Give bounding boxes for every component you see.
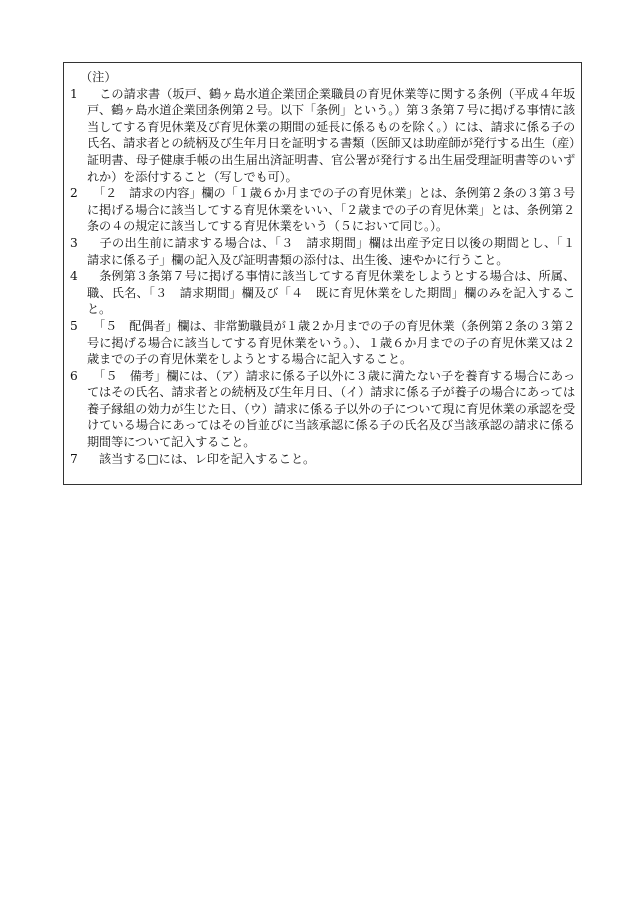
note-item-6 <box>70 368 575 451</box>
note-text: 該当する□には、レ印を記入すること。 <box>87 451 316 466</box>
note-item-2 <box>70 185 575 235</box>
note-number: 3 <box>70 235 78 250</box>
note-item-1 <box>70 86 575 186</box>
note-item-7 <box>70 451 575 468</box>
note-text: 「２ 請求の内容」欄の「１歳６か月までの子の育児休業」とは、条例第２条の３第３号に掲げる場合に該当してする育児休業をいい、「２歳までの子の育児休業」とは、条例第２条の４の規定に該当してする育児休業をいう（５において同じ。）。 <box>87 186 575 234</box>
note-text: 「５ 備考」欄には、（ア）請求に係る子以外に３歳に満たない子を養育する場合にあってはその氏名、請求者との続柄及び生年月日、（イ）請求に係る子が養子の場合にあっては養子縁組の効力が生じた日、（ウ）請求に係る子以外の子について現に育児休業の承認を受けている場合にあってはその旨並びに当該承認に係る子の氏名及び当該承認の請求に係る期間等について記入すること。 <box>87 368 575 450</box>
note-item-5 <box>70 318 575 368</box>
note-number: 2 <box>70 186 78 201</box>
notes-box <box>63 62 588 485</box>
note-number: 4 <box>70 269 78 284</box>
note-number: 5 <box>70 318 78 333</box>
notes-heading: （注） <box>80 70 117 84</box>
note-text: 子の出生前に請求する場合は、「３ 請求期間」欄は出産予定日以後の期間とし、「１ 請求に係る子」欄の記入及び証明書類の添付は、出生後、速やかに行うこと。 <box>87 235 588 267</box>
note-number: 1 <box>70 86 78 101</box>
note-item-3 <box>70 235 588 268</box>
note-number: 6 <box>70 368 78 383</box>
note-text: 条例第３条第７号に掲げる事情に該当してする育児休業をしようとする場合は、所属、職、氏名、「３ 請求期間」欄及び「４ 既に育児休業をした期間」欄のみを記入すること。 <box>87 269 575 317</box>
note-item-4 <box>70 268 575 318</box>
note-list <box>70 86 588 468</box>
note-text: 「５ 配偶者」欄は、非常勤職員が１歳２か月までの子の育児休業（条例第２条の３第２号に掲げる場合に該当してする育児休業をいう。）、１歳６か月までの子の育児休業又は２歳までの子の育児休業をしようとする場合に記入すること。 <box>87 318 575 367</box>
note-text: この請求書（坂戸、鶴ヶ島水道企業団企業職員の育児休業等に関する条例（平成４年坂戸、鶴ヶ島水道企業団条例第２号。以下「条例」という。）第３条第７号に掲げる事情に該当してする育児休業及び育児休業の期間の延長に係るものを除く。）には、請求に係る子の氏名、請求者との続柄及び生年月日を証明する書類（医師又は助産師が発行する出生（産）証明書、母子健康手帳の出生届出済証明書、官公署が発行する出生届受理証明書等のいずれか）を添付すること（写しでも可）。 <box>87 86 575 184</box>
note-number: 7 <box>70 451 78 466</box>
